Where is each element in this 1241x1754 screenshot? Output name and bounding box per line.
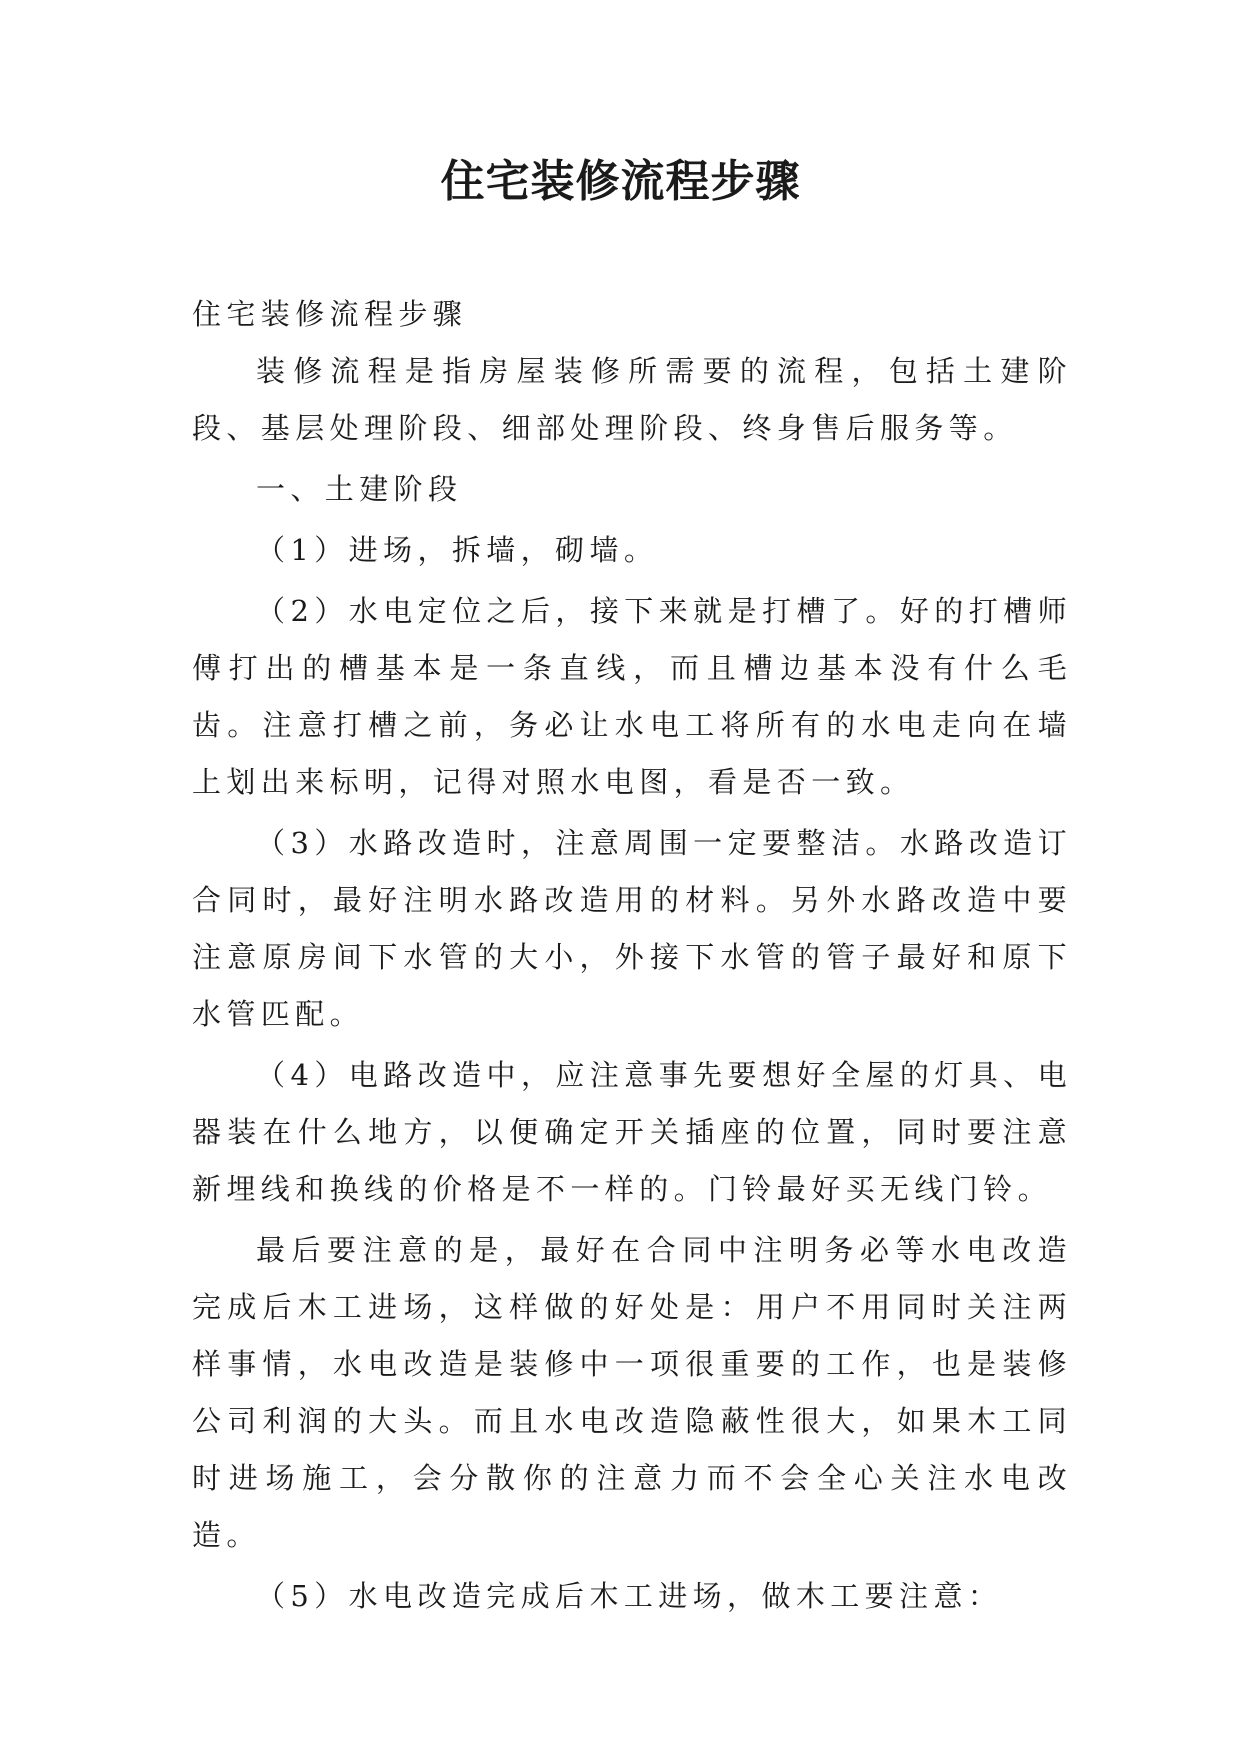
paragraph-subtitle: 住宅装修流程步骤 <box>192 297 468 331</box>
paragraph-step-1: （1）进场，拆墙，砌墙。 <box>256 533 659 567</box>
paragraph-note: 最后要注意的是，最好在合同中注明务必等水电改造完成后木工进场，这样做的好处是：用户不用同时关注两样事情，水电改造是装修中一项很重要的工作，也是装修公司利润的大头。而且水电改造隐蔽性很大，如果木工同时进场施工，会分散你的注意力而不会全心关注水电改造。 <box>192 1233 1072 1552</box>
paragraph-step-5: （5）水电改造完成后木工进场，做木工要注意： <box>256 1579 1003 1613</box>
section-heading-civil-works: 一、土建阶段 <box>256 472 463 506</box>
paragraph-step-3: （3）水路改造时，注意周围一定要整洁。水路改造订合同时，最好注明水路改造用的材料。另外水路改造中要注意原房间下水管的大小，外接下水管的管子最好和原下水管匹配。 <box>192 826 1072 1031</box>
document-title: 住宅装修流程步骤 <box>440 156 801 207</box>
document-body <box>192 286 1072 1629</box>
paragraph-step-2: （2）水电定位之后，接下来就是打槽了。好的打槽师傅打出的槽基本是一条直线，而且槽边基本没有什么毛齿。注意打槽之前，务必让水电工将所有的水电走向在墙上划出来标明，记得对照水电图，看是否一致。 <box>192 594 1072 799</box>
paragraph-step-4: （4）电路改造中，应注意事先要想好全屋的灯具、电器装在什么地方，以便确定开关插座的位置，同时要注意新埋线和换线的价格是不一样的。门铃最好买无线门铃。 <box>192 1058 1072 1206</box>
paragraph-intro: 装修流程是指房屋装修所需要的流程，包括土建阶段、基层处理阶段、细部处理阶段、终身售后服务等。 <box>192 354 1072 445</box>
